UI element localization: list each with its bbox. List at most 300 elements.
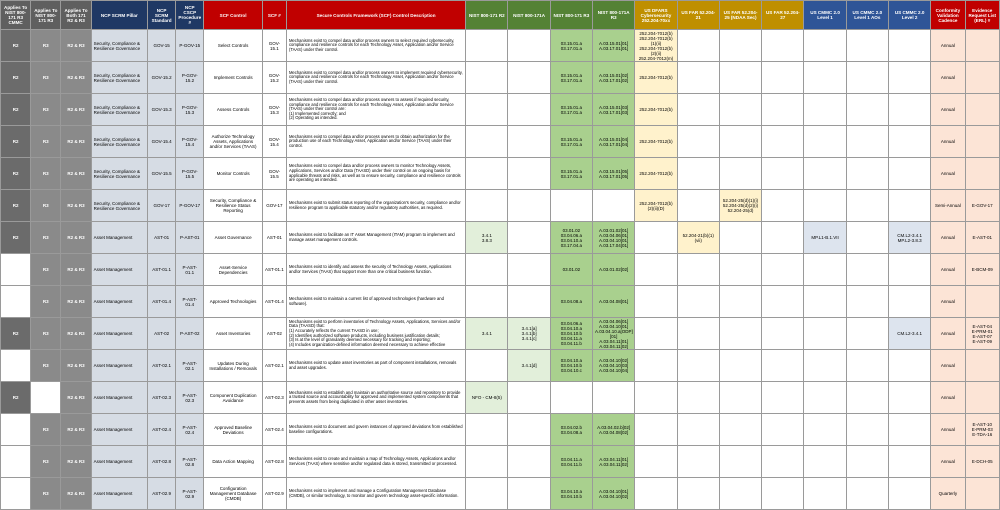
- far-52-204-21-cell: [677, 94, 719, 126]
- table-row[interactable]: [1, 62, 1000, 94]
- cmmc-level-1-aos-cell: [846, 350, 888, 382]
- evidence-request-cell: [965, 286, 999, 318]
- control-description-cell: Mechanisms exist to create and maintain a map of Technology Assets, Applications and/or Services (TAAS) where sensitive and/or regulated data is stored, transmitted or processed.: [286, 446, 465, 478]
- cmmc-level-2-cell: [889, 254, 931, 286]
- applies-r3-cell: R3: [31, 222, 61, 254]
- scrm-standard-cell: GOV-15: [148, 30, 176, 62]
- applies-both-cell: R2 & R3: [61, 62, 91, 94]
- applies-both-cell: R2 & R3: [61, 478, 91, 510]
- cmmc-level-2-cell: [889, 286, 931, 318]
- control-description-cell: Mechanisms exist to compel data and/or process owners to implement required cybersecurity, compliance and resilience controls for each Technology Asset, Application and/or Service (TAAS) under their control.: [286, 62, 465, 94]
- dfars-cell: 252.204-7012(b): [635, 126, 677, 158]
- nist-171-r3-cell: 03.01.02 03.04.06.a 03.04.10.a 03.17.04.a: [550, 222, 592, 254]
- table-row[interactable]: [1, 382, 1000, 414]
- scrm-pillar-cell: Asset Management: [91, 222, 147, 254]
- dfars-cell: [635, 382, 677, 414]
- nist-171-r3-cell: 03.15.01.a 03.17.01.a: [550, 30, 592, 62]
- applies-r2-cmmc-cell: R2: [1, 190, 31, 222]
- nist-171-r3-cell: 03.15.01.a 03.17.01.a: [550, 62, 592, 94]
- nist-171-r2-cell: [466, 62, 508, 94]
- applies-both-cell: R2 & R3: [61, 30, 91, 62]
- column-header[interactable]: Applies To Both 171 R2 & R3: [61, 1, 91, 30]
- column-header[interactable]: US CMMC 2.0 Level 1: [804, 1, 846, 30]
- applies-both-cell: R2 & R3: [61, 350, 91, 382]
- control-description-cell: Mechanisms exist to compel data and/or process owners to monitor Technology Assets, Applications, Services and/or Data (TAASD) under their control on an ongoing basis for applicable threats and risks, as well as to ensure security, compliance and resilience controls are operating as intended.: [286, 158, 465, 190]
- cmmc-level-2-cell: CM.L2-3.4.1 MP.L2-3.8.3: [889, 222, 931, 254]
- table-row[interactable]: [1, 286, 1000, 318]
- far-52-204-27-cell: [762, 30, 804, 62]
- column-header[interactable]: US FAR 52.204-21: [677, 1, 719, 30]
- far-52-204-21-cell: [677, 318, 719, 350]
- scf-number-cell: AST-02.3: [262, 382, 286, 414]
- column-header[interactable]: NCP SCRM Standard: [148, 1, 176, 30]
- cmmc-level-1-cell: [804, 30, 846, 62]
- applies-r3-cell: R3: [31, 286, 61, 318]
- scrm-standard-cell: GOV-15.3: [148, 94, 176, 126]
- nist-171-r3-cell: 03.04.08.a: [550, 286, 592, 318]
- evidence-request-cell: [965, 30, 999, 62]
- evidence-request-cell: [965, 94, 999, 126]
- nist-171a-r3-cell: [593, 190, 635, 222]
- far-52-204-27-cell: [762, 254, 804, 286]
- scf-control-cell: Component Duplication Avoidance: [204, 382, 262, 414]
- far-52-204-27-cell: [762, 190, 804, 222]
- far-52-204-21-cell: 52.204-21(b)(1)(vii): [677, 222, 719, 254]
- scf-number-cell: GOV-15.1: [262, 30, 286, 62]
- scrm-pillar-cell: Asset Management: [91, 350, 147, 382]
- table-row[interactable]: [1, 350, 1000, 382]
- applies-r3-cell: R3: [31, 94, 61, 126]
- evidence-request-cell: [965, 382, 999, 414]
- far-52-204-27-cell: [762, 126, 804, 158]
- cmmc-level-1-cell: [804, 158, 846, 190]
- nist-171a-cell: [508, 30, 550, 62]
- cmmc-level-1-cell: [804, 126, 846, 158]
- validation-cadence-cell: Annual: [931, 446, 965, 478]
- scrm-standard-cell: GOV-15.2: [148, 62, 176, 94]
- evidence-request-cell: [965, 126, 999, 158]
- applies-both-cell: R2 & R3: [61, 382, 91, 414]
- far-52-204-25-cell: [719, 254, 761, 286]
- far-52-204-25-cell: [719, 222, 761, 254]
- control-description-cell: Mechanisms exist to compel data and/or process owners to select required cybersecurity, compliance and resilience controls for each Technology Asset, Application and/or Service (TAAS) under their control.: [286, 30, 465, 62]
- control-description-cell: Mechanisms exist to compel data and/or process owners to assess if required security, compliance and resilience controls for each Technology Asset, Application and/or Service (TAAS) under their control are: (1) Implemented correctly; and (2) Operating as intended.: [286, 94, 465, 126]
- validation-cadence-cell: Semi-Annual: [931, 190, 965, 222]
- far-52-204-25-cell: [719, 414, 761, 446]
- applies-r2-cmmc-cell: R2: [1, 62, 31, 94]
- dfars-cell: 252.204-7012(b): [635, 94, 677, 126]
- scrm-pillar-cell: Security, Compliance & Resilience Governance: [91, 30, 147, 62]
- applies-r2-cmmc-cell: [1, 254, 31, 286]
- validation-cadence-cell: Annual: [931, 286, 965, 318]
- far-52-204-27-cell: [762, 382, 804, 414]
- nist-171-r2-cell: [466, 30, 508, 62]
- scrm-standard-cell: AST-02.9: [148, 478, 176, 510]
- scrm-standard-cell: AST-01.1: [148, 254, 176, 286]
- far-52-204-25-cell: [719, 382, 761, 414]
- applies-r3-cell: R3: [31, 318, 61, 350]
- cmmc-level-1-cell: [804, 318, 846, 350]
- far-52-204-27-cell: [762, 222, 804, 254]
- applies-r3-cell: [31, 382, 61, 414]
- applies-r2-cmmc-cell: R2: [1, 158, 31, 190]
- cscp-procedure-cell: P-AST-02.4: [176, 414, 204, 446]
- evidence-request-cell: [965, 158, 999, 190]
- far-52-204-21-cell: [677, 446, 719, 478]
- nist-171a-cell: [508, 222, 550, 254]
- scrm-pillar-cell: Asset Management: [91, 382, 147, 414]
- cmmc-level-2-cell: [889, 158, 931, 190]
- scf-number-cell: AST-02: [262, 318, 286, 350]
- nist-171-r2-cell: [466, 190, 508, 222]
- column-header[interactable]: NIST 800-171 R2: [466, 1, 508, 30]
- control-description-cell: Mechanisms exist to maintain a current list of approved technologies (hardware and software).: [286, 286, 465, 318]
- cmmc-level-2-cell: [889, 382, 931, 414]
- scf-number-cell: GOV-15.4: [262, 126, 286, 158]
- cmmc-level-1-aos-cell: [846, 414, 888, 446]
- table-row[interactable]: [1, 222, 1000, 254]
- applies-r3-cell: R3: [31, 446, 61, 478]
- far-52-204-25-cell: [719, 30, 761, 62]
- scrm-pillar-cell: Security, Compliance & Resilience Governance: [91, 62, 147, 94]
- scrm-pillar-cell: Security, Compliance & Resilience Governance: [91, 126, 147, 158]
- cscp-procedure-cell: P-AST-02.3: [176, 382, 204, 414]
- cscp-procedure-cell: P-GOV-15.5: [176, 158, 204, 190]
- cscp-procedure-cell: P-AST-02.1: [176, 350, 204, 382]
- validation-cadence-cell: Annual: [931, 222, 965, 254]
- scf-control-cell: Assess Controls: [204, 94, 262, 126]
- column-header[interactable]: Applies To NIST 800-171 R3 CMMC: [1, 1, 31, 30]
- evidence-request-cell: E-DCH-05: [965, 446, 999, 478]
- cscp-procedure-cell: P-GOV-15: [176, 30, 204, 62]
- table-row[interactable]: [1, 478, 1000, 510]
- control-description-cell: Mechanisms exist to implement and manage a Configuration Management Database (CMDB), or similar technology, to monitor and govern technology asset-specific information.: [286, 478, 465, 510]
- column-header[interactable]: US FAR 52.204-25 (NDAA Sec): [719, 1, 761, 30]
- column-header[interactable]: Evidence Request List (ERL) #: [965, 1, 999, 30]
- nist-171-r3-cell: 03.04.06.a 03.04.10.a 03.04.10.b 03.04.11.a 03.04.11.b: [550, 318, 592, 350]
- validation-cadence-cell: Annual: [931, 254, 965, 286]
- nist-171-r2-cell: [466, 94, 508, 126]
- cmmc-level-1-aos-cell: [846, 286, 888, 318]
- table-row[interactable]: [1, 158, 1000, 190]
- far-52-204-27-cell: [762, 414, 804, 446]
- applies-r3-cell: R3: [31, 190, 61, 222]
- cmmc-level-1-aos-cell: [846, 126, 888, 158]
- table-row[interactable]: [1, 94, 1000, 126]
- nist-171a-r3-cell: [593, 382, 635, 414]
- scrm-standard-cell: AST-01: [148, 222, 176, 254]
- scf-number-cell: GOV-15.3: [262, 94, 286, 126]
- cmmc-level-1-aos-cell: [846, 94, 888, 126]
- column-header[interactable]: US DFARS Cybersecurity 252.204-70xx: [635, 1, 677, 30]
- scrm-pillar-cell: Asset Management: [91, 254, 147, 286]
- dfars-cell: 252.204-7012(b) 252.204-7012(b)(1)(ii) 252.204-7012(b)(2)(ii) 252.204-7012(m): [635, 30, 677, 62]
- scf-control-cell: Monitor Controls: [204, 158, 262, 190]
- column-header[interactable]: NIST 800-171 R3: [550, 1, 592, 30]
- table-header: [1, 1, 1000, 30]
- table-row[interactable]: [1, 318, 1000, 350]
- validation-cadence-cell: Annual: [931, 382, 965, 414]
- nist-171-r2-cell: [466, 126, 508, 158]
- applies-r3-cell: R3: [31, 350, 61, 382]
- applies-both-cell: R2 & R3: [61, 254, 91, 286]
- control-description-cell: Mechanisms exist to identify and assess the security of Technology Assets, Applications and/or Services (TAAS) that support more than one critical business function.: [286, 254, 465, 286]
- cmmc-level-1-cell: [804, 478, 846, 510]
- cmmc-level-1-aos-cell: [846, 190, 888, 222]
- control-description-cell: Mechanisms exist to compel data and/or process owners to obtain authorization for the production use of each Technology Asset, Application and/or Service (TAAS) under their control.: [286, 126, 465, 158]
- far-52-204-25-cell: [719, 318, 761, 350]
- column-header[interactable]: Secure Controls Framework (SCF) Control Description: [286, 1, 465, 30]
- validation-cadence-cell: Annual: [931, 414, 965, 446]
- column-header[interactable]: NIST 800-171A: [508, 1, 550, 30]
- nist-171-r2-cell: 3.4.1: [466, 318, 508, 350]
- far-52-204-21-cell: [677, 286, 719, 318]
- evidence-request-cell: E-AST-10 E-PRM-03 E-TDA-16: [965, 414, 999, 446]
- scf-number-cell: AST-02.4: [262, 414, 286, 446]
- cmmc-level-1-cell: [804, 254, 846, 286]
- table-row[interactable]: [1, 30, 1000, 62]
- cmmc-level-1-cell: [804, 382, 846, 414]
- nist-171-r3-cell: 03.15.01.a 03.17.01.a: [550, 126, 592, 158]
- column-header[interactable]: NCP CSCP Procedure #: [176, 1, 204, 30]
- nist-171a-cell: [508, 126, 550, 158]
- control-description-cell: Mechanisms exist to facilitate an IT Asset Management (ITAM) program to implement and manage asset management controls.: [286, 222, 465, 254]
- cmmc-level-1-cell: [804, 62, 846, 94]
- validation-cadence-cell: Annual: [931, 126, 965, 158]
- evidence-request-cell: E-BCM-09: [965, 254, 999, 286]
- scf-number-cell: AST-01: [262, 222, 286, 254]
- nist-171a-cell: [508, 286, 550, 318]
- nist-171a-r3-cell: A.03.04.10[01] A.03.04.10[02]: [593, 478, 635, 510]
- nist-171a-cell: [508, 478, 550, 510]
- nist-171a-cell: [508, 94, 550, 126]
- column-header[interactable]: Conformity Validation Cadence: [931, 1, 965, 30]
- table-row[interactable]: [1, 254, 1000, 286]
- scf-control-cell: Asset Governance: [204, 222, 262, 254]
- table-body: [1, 30, 1000, 510]
- scrm-standard-cell: AST-01.4: [148, 286, 176, 318]
- cscp-procedure-cell: P-GOV-15.3: [176, 94, 204, 126]
- table-row[interactable]: [1, 446, 1000, 478]
- nist-171a-r3-cell: A.03.04.10[02] A.03.04.10[03] A.03.04.10[04]: [593, 350, 635, 382]
- scrm-pillar-cell: Asset Management: [91, 478, 147, 510]
- column-header[interactable]: NCP SCRM Pillar: [91, 1, 147, 30]
- far-52-204-21-cell: [677, 190, 719, 222]
- cmmc-level-2-cell: [889, 414, 931, 446]
- nist-171-r2-cell: [466, 254, 508, 286]
- applies-r3-cell: R3: [31, 158, 61, 190]
- column-header[interactable]: US CMMC 2.0 Level 2: [889, 1, 931, 30]
- validation-cadence-cell: Annual: [931, 318, 965, 350]
- nist-171-r3-cell: 03.04.10.a 03.04.10.b: [550, 478, 592, 510]
- applies-r2-cmmc-cell: [1, 350, 31, 382]
- cmmc-level-1-aos-cell: [846, 446, 888, 478]
- scf-control-cell: Approved Technologies: [204, 286, 262, 318]
- applies-r3-cell: R3: [31, 478, 61, 510]
- evidence-request-cell: E-AST-04 E-PRM-01 E-AST-07 E-AST-09: [965, 318, 999, 350]
- scrm-pillar-cell: Asset Management: [91, 446, 147, 478]
- scrm-pillar-cell: Asset Management: [91, 286, 147, 318]
- nist-171-r3-cell: [550, 382, 592, 414]
- cmmc-level-1-cell: [804, 446, 846, 478]
- dfars-cell: [635, 446, 677, 478]
- applies-r3-cell: R3: [31, 126, 61, 158]
- dfars-cell: [635, 286, 677, 318]
- applies-r2-cmmc-cell: R2: [1, 318, 31, 350]
- far-52-204-21-cell: [677, 158, 719, 190]
- scf-number-cell: AST-02.1: [262, 350, 286, 382]
- applies-r2-cmmc-cell: [1, 414, 31, 446]
- far-52-204-27-cell: [762, 62, 804, 94]
- nist-171-r2-cell: 3.4.1 3.8.3: [466, 222, 508, 254]
- scrm-pillar-cell: Security, Compliance & Resilience Governance: [91, 190, 147, 222]
- far-52-204-27-cell: [762, 318, 804, 350]
- cmmc-level-1-aos-cell: [846, 318, 888, 350]
- cmmc-level-1-cell: [804, 94, 846, 126]
- dfars-cell: [635, 254, 677, 286]
- far-52-204-25-cell: [719, 446, 761, 478]
- cmmc-level-2-cell: [889, 478, 931, 510]
- table-row[interactable]: [1, 414, 1000, 446]
- cmmc-level-1-cell: MP.L1-B.1.VII: [804, 222, 846, 254]
- table-row[interactable]: [1, 190, 1000, 222]
- scf-control-cell: Configuration Management Database (CMDB): [204, 478, 262, 510]
- nist-171a-r3-cell: A.03.04.02.b[02] A.03.04.08[02]: [593, 414, 635, 446]
- applies-r2-cmmc-cell: [1, 446, 31, 478]
- applies-both-cell: R2 & R3: [61, 190, 91, 222]
- scrm-standard-cell: AST-02.4: [148, 414, 176, 446]
- table-row[interactable]: [1, 126, 1000, 158]
- far-52-204-21-cell: [677, 414, 719, 446]
- far-52-204-27-cell: [762, 446, 804, 478]
- nist-171-r3-cell: 03.04.11.a 03.04.11.b: [550, 446, 592, 478]
- nist-171a-r3-cell: A.03.15.01[04] A.03.17.01[04]: [593, 126, 635, 158]
- applies-r3-cell: R3: [31, 62, 61, 94]
- scrm-standard-cell: AST-02.8: [148, 446, 176, 478]
- nist-171a-cell: [508, 414, 550, 446]
- far-52-204-25-cell: 52.204-25(d)(1)(i) 52.204-25(d)(2)(i) 52.204-25(d): [719, 190, 761, 222]
- scf-control-cell: Implement Controls: [204, 62, 262, 94]
- applies-both-cell: R2 & R3: [61, 446, 91, 478]
- scf-control-cell: Authorize Technology Assets, Applications and/or Services (TAAS): [204, 126, 262, 158]
- cmmc-level-2-cell: [889, 350, 931, 382]
- nist-171-r2-cell: [466, 478, 508, 510]
- cmmc-level-1-cell: [804, 350, 846, 382]
- cscp-procedure-cell: P-AST-01.1: [176, 254, 204, 286]
- control-description-cell: Mechanisms exist to document and govern instances of approved deviations from established baseline configurations.: [286, 414, 465, 446]
- dfars-cell: [635, 222, 677, 254]
- column-header[interactable]: US FAR 52.204-27: [762, 1, 804, 30]
- cmmc-level-2-cell: [889, 126, 931, 158]
- cscp-procedure-cell: P-GOV-15.4: [176, 126, 204, 158]
- scf-number-cell: AST-01.1: [262, 254, 286, 286]
- far-52-204-25-cell: [719, 94, 761, 126]
- far-52-204-27-cell: [762, 350, 804, 382]
- applies-r2-cmmc-cell: R2: [1, 222, 31, 254]
- cmmc-level-1-cell: [804, 414, 846, 446]
- cmmc-level-2-cell: [889, 446, 931, 478]
- nist-171-r2-cell: [466, 350, 508, 382]
- far-52-204-21-cell: [677, 350, 719, 382]
- far-52-204-21-cell: [677, 30, 719, 62]
- far-52-204-21-cell: [677, 382, 719, 414]
- evidence-request-cell: E-AST-01: [965, 222, 999, 254]
- nist-171a-cell: [508, 382, 550, 414]
- scrm-pillar-cell: Asset Management: [91, 318, 147, 350]
- cmmc-level-1-cell: [804, 286, 846, 318]
- validation-cadence-cell: Annual: [931, 30, 965, 62]
- far-52-204-27-cell: [762, 286, 804, 318]
- validation-cadence-cell: Annual: [931, 94, 965, 126]
- nist-171a-r3-cell: A.03.15.01[05] A.03.17.01[05]: [593, 158, 635, 190]
- far-52-204-21-cell: [677, 62, 719, 94]
- control-description-cell: Mechanisms exist to update asset inventories as part of component installations, removals and asset upgrades.: [286, 350, 465, 382]
- scf-control-cell: Select Controls: [204, 30, 262, 62]
- applies-r3-cell: R3: [31, 30, 61, 62]
- applies-both-cell: R2 & R3: [61, 222, 91, 254]
- scrm-standard-cell: GOV-15.4: [148, 126, 176, 158]
- control-description-cell: Mechanisms exist to submit status reporting of the organization's security, compliance and/or resilience program to applicable statutory and/or regulatory authorities, as required.: [286, 190, 465, 222]
- cmmc-level-1-aos-cell: [846, 30, 888, 62]
- applies-r2-cmmc-cell: R2: [1, 30, 31, 62]
- nist-171-r3-cell: 03.15.01.a 03.17.01.a: [550, 94, 592, 126]
- cmmc-level-2-cell: [889, 30, 931, 62]
- scrm-standard-cell: AST-02.3: [148, 382, 176, 414]
- column-header[interactable]: NIST 800-171A R3: [593, 1, 635, 30]
- applies-r2-cmmc-cell: R2: [1, 126, 31, 158]
- cmmc-level-1-aos-cell: [846, 478, 888, 510]
- far-52-204-25-cell: [719, 126, 761, 158]
- applies-both-cell: R2 & R3: [61, 126, 91, 158]
- column-header[interactable]: US CMMC 2.0 Level 1 AOs: [846, 1, 888, 30]
- nist-171-r3-cell: 03.04.10.a 03.04.10.b 03.04.10.c: [550, 350, 592, 382]
- dfars-cell: 252.204-7012(b): [635, 158, 677, 190]
- dfars-cell: [635, 414, 677, 446]
- scf-number-cell: AST-02.9: [262, 478, 286, 510]
- scrm-pillar-cell: Asset Management: [91, 414, 147, 446]
- applies-both-cell: R2 & R3: [61, 318, 91, 350]
- validation-cadence-cell: Annual: [931, 350, 965, 382]
- column-header[interactable]: SCF Control: [204, 1, 262, 30]
- applies-r2-cmmc-cell: [1, 286, 31, 318]
- nist-171-r3-cell: [550, 190, 592, 222]
- scf-number-cell: GOV-15.2: [262, 62, 286, 94]
- column-header[interactable]: SCF #: [262, 1, 286, 30]
- nist-171-r2-cell: NFO - CM-8(5): [466, 382, 508, 414]
- applies-r2-cmmc-cell: R2: [1, 382, 31, 414]
- dfars-cell: [635, 318, 677, 350]
- cscp-procedure-cell: P-AST-01: [176, 222, 204, 254]
- column-header[interactable]: Applies To NIST 800-171 R3: [31, 1, 61, 30]
- validation-cadence-cell: Annual: [931, 158, 965, 190]
- dfars-cell: [635, 478, 677, 510]
- cmmc-level-2-cell: [889, 190, 931, 222]
- scf-control-cell: Data Action Mapping: [204, 446, 262, 478]
- validation-cadence-cell: Annual: [931, 62, 965, 94]
- nist-171a-cell: [508, 446, 550, 478]
- far-52-204-21-cell: [677, 126, 719, 158]
- nist-171a-cell: 3.4.1[a] 3.4.1[b] 3.4.1[c]: [508, 318, 550, 350]
- nist-171-r2-cell: [466, 446, 508, 478]
- cmmc-level-1-cell: [804, 190, 846, 222]
- scrm-standard-cell: GOV-15.5: [148, 158, 176, 190]
- nist-171a-cell: 3.4.1[d]: [508, 350, 550, 382]
- nist-171-r3-cell: 03.01.02: [550, 254, 592, 286]
- scf-control-cell: Security, Compliance & Resilience Status Reporting: [204, 190, 262, 222]
- dfars-cell: 252.204-7012(b)(2)(ii)(D): [635, 190, 677, 222]
- far-52-204-21-cell: [677, 478, 719, 510]
- nist-171a-cell: [508, 62, 550, 94]
